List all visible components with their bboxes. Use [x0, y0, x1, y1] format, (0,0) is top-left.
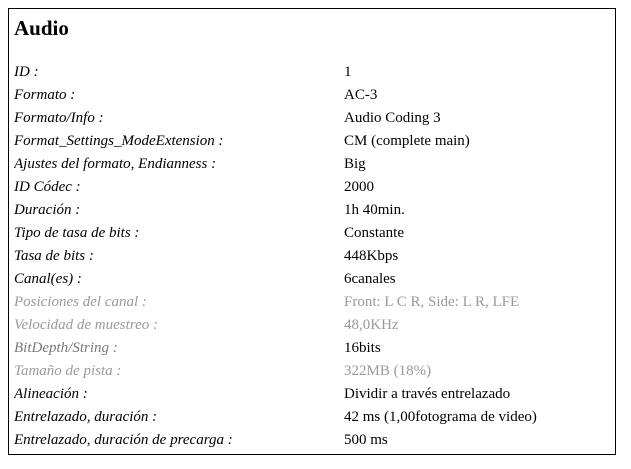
info-row — [14, 314, 614, 337]
row-label: Formato : — [14, 87, 76, 103]
row-value: 42 ms (1,00fotograma de video) — [344, 409, 537, 425]
row-label: Posiciones del canal : — [14, 294, 147, 310]
info-row — [14, 84, 614, 107]
info-row — [14, 360, 614, 383]
info-row — [14, 406, 614, 429]
row-value: 1 — [344, 64, 352, 80]
info-row — [14, 429, 614, 452]
row-value: 448Kbps — [344, 248, 399, 264]
row-value: Big — [344, 156, 366, 172]
row-value: CM (complete main) — [344, 133, 470, 149]
row-label: ID : — [14, 64, 39, 80]
row-label: Tipo de tasa de bits : — [14, 225, 140, 241]
info-row — [14, 107, 614, 130]
row-label: Ajustes del formato, Endianness : — [14, 156, 217, 172]
info-row — [14, 199, 614, 222]
row-value: 48,0KHz — [344, 317, 399, 333]
info-row — [14, 176, 614, 199]
row-label: Canal(es) : — [14, 271, 82, 287]
info-row — [14, 130, 614, 153]
row-value: 16bits — [344, 340, 381, 356]
audio-info-panel — [8, 8, 616, 455]
row-label: Format_Settings_ModeExtension : — [14, 133, 224, 149]
section-title: Audio — [14, 16, 69, 40]
row-value: 6canales — [344, 271, 396, 287]
row-label: Tamaño de pista : — [14, 363, 122, 379]
info-row — [14, 268, 614, 291]
info-row — [14, 245, 614, 268]
row-value: 1h 40min. — [344, 202, 405, 218]
row-value: 500 ms — [344, 432, 388, 448]
row-label: Tasa de bits : — [14, 248, 94, 264]
row-label: ID Códec : — [14, 179, 81, 195]
info-row — [14, 337, 614, 360]
row-value: AC-3 — [344, 87, 378, 103]
info-table — [14, 61, 614, 452]
info-row — [14, 383, 614, 406]
row-value: Audio Coding 3 — [344, 110, 441, 126]
row-label: BitDepth/String : — [14, 340, 118, 356]
row-label: Formato/Info : — [14, 110, 104, 126]
row-label: Entrelazado, duración : — [14, 409, 158, 425]
info-row — [14, 61, 614, 84]
row-label: Alineación : — [14, 386, 88, 402]
row-value: 322MB (18%) — [344, 363, 432, 379]
row-label: Duración : — [14, 202, 81, 218]
info-row — [14, 153, 614, 176]
row-label: Entrelazado, duración de precarga : — [14, 432, 233, 448]
row-value: 2000 — [344, 179, 374, 195]
row-value: Constante — [344, 225, 404, 241]
row-value: Front: L C R, Side: L R, LFE — [344, 294, 520, 310]
info-row — [14, 291, 614, 314]
row-value: Dividir a través entrelazado — [344, 386, 511, 402]
row-label: Velocidad de muestreo : — [14, 317, 158, 333]
info-row — [14, 222, 614, 245]
